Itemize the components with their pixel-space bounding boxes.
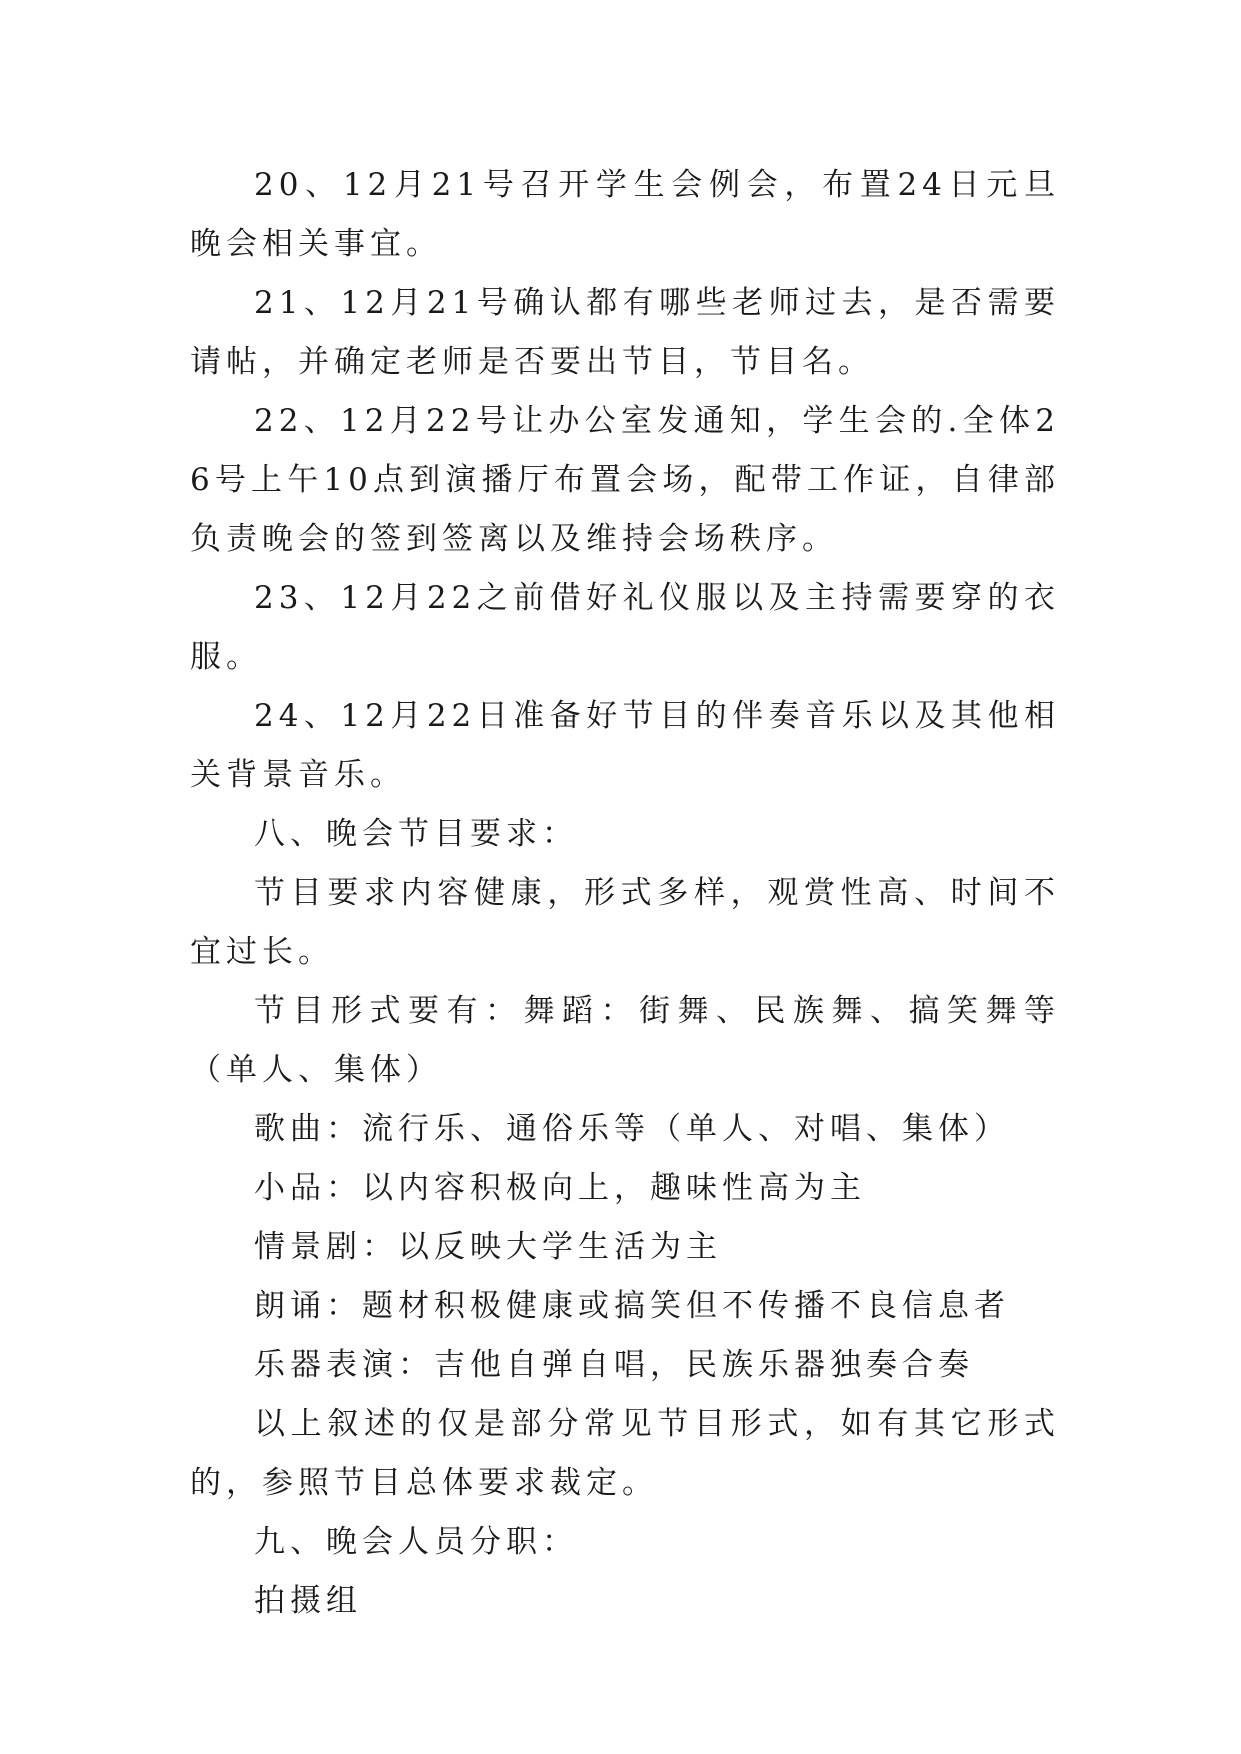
- paragraph-program-instrument: 乐器表演：吉他自弹自唱，民族乐器独奏合奏: [254, 1347, 974, 1383]
- paragraph-item-20: 20、12月21号召开学生会例会，布置24日元旦晚会相关事宜。: [190, 167, 1060, 262]
- paragraph-program-general: 节目要求内容健康，形式多样，观赏性高、时间不宜过长。: [190, 875, 1060, 970]
- paragraph-program-dance: 节目形式要有：舞蹈：街舞、民族舞、搞笑舞等（单人、集体）: [190, 993, 1060, 1088]
- section-heading-program-requirements: 八、晚会节目要求：: [254, 816, 578, 852]
- document-body: [190, 156, 1060, 1631]
- paragraph-program-song: 歌曲：流行乐、通俗乐等（单人、对唱、集体）: [254, 1111, 1010, 1147]
- paragraph-program-sketch: 小品：以内容积极向上，趣味性高为主: [254, 1170, 866, 1206]
- paragraph-item-21: 21、12月21号确认都有哪些老师过去，是否需要请帖，并确定老师是否要出节目，节目名。: [190, 285, 1060, 380]
- paragraph-item-22: 22、12月22号让办公室发通知，学生会的.全体26号上午10点到演播厅布置会场，配带工作证，自律部负责晚会的签到签离以及维持会场秩序。: [190, 403, 1060, 557]
- paragraph-item-24: 24、12月22日准备好节目的伴奏音乐以及其他相关背景音乐。: [190, 698, 1060, 793]
- paragraph-program-other: 以上叙述的仅是部分常见节目形式，如有其它形式的，参照节目总体要求裁定。: [190, 1406, 1060, 1501]
- paragraph-item-23: 23、12月22之前借好礼仪服以及主持需要穿的衣服。: [190, 580, 1060, 675]
- paragraph-program-drama: 情景剧：以反映大学生活为主: [254, 1229, 722, 1265]
- paragraph-program-recitation: 朗诵：题材积极健康或搞笑但不传播不良信息者: [254, 1288, 1010, 1324]
- section-heading-staff-roles: 九、晚会人员分职：: [254, 1524, 578, 1560]
- paragraph-photo-team: 拍摄组: [254, 1583, 362, 1619]
